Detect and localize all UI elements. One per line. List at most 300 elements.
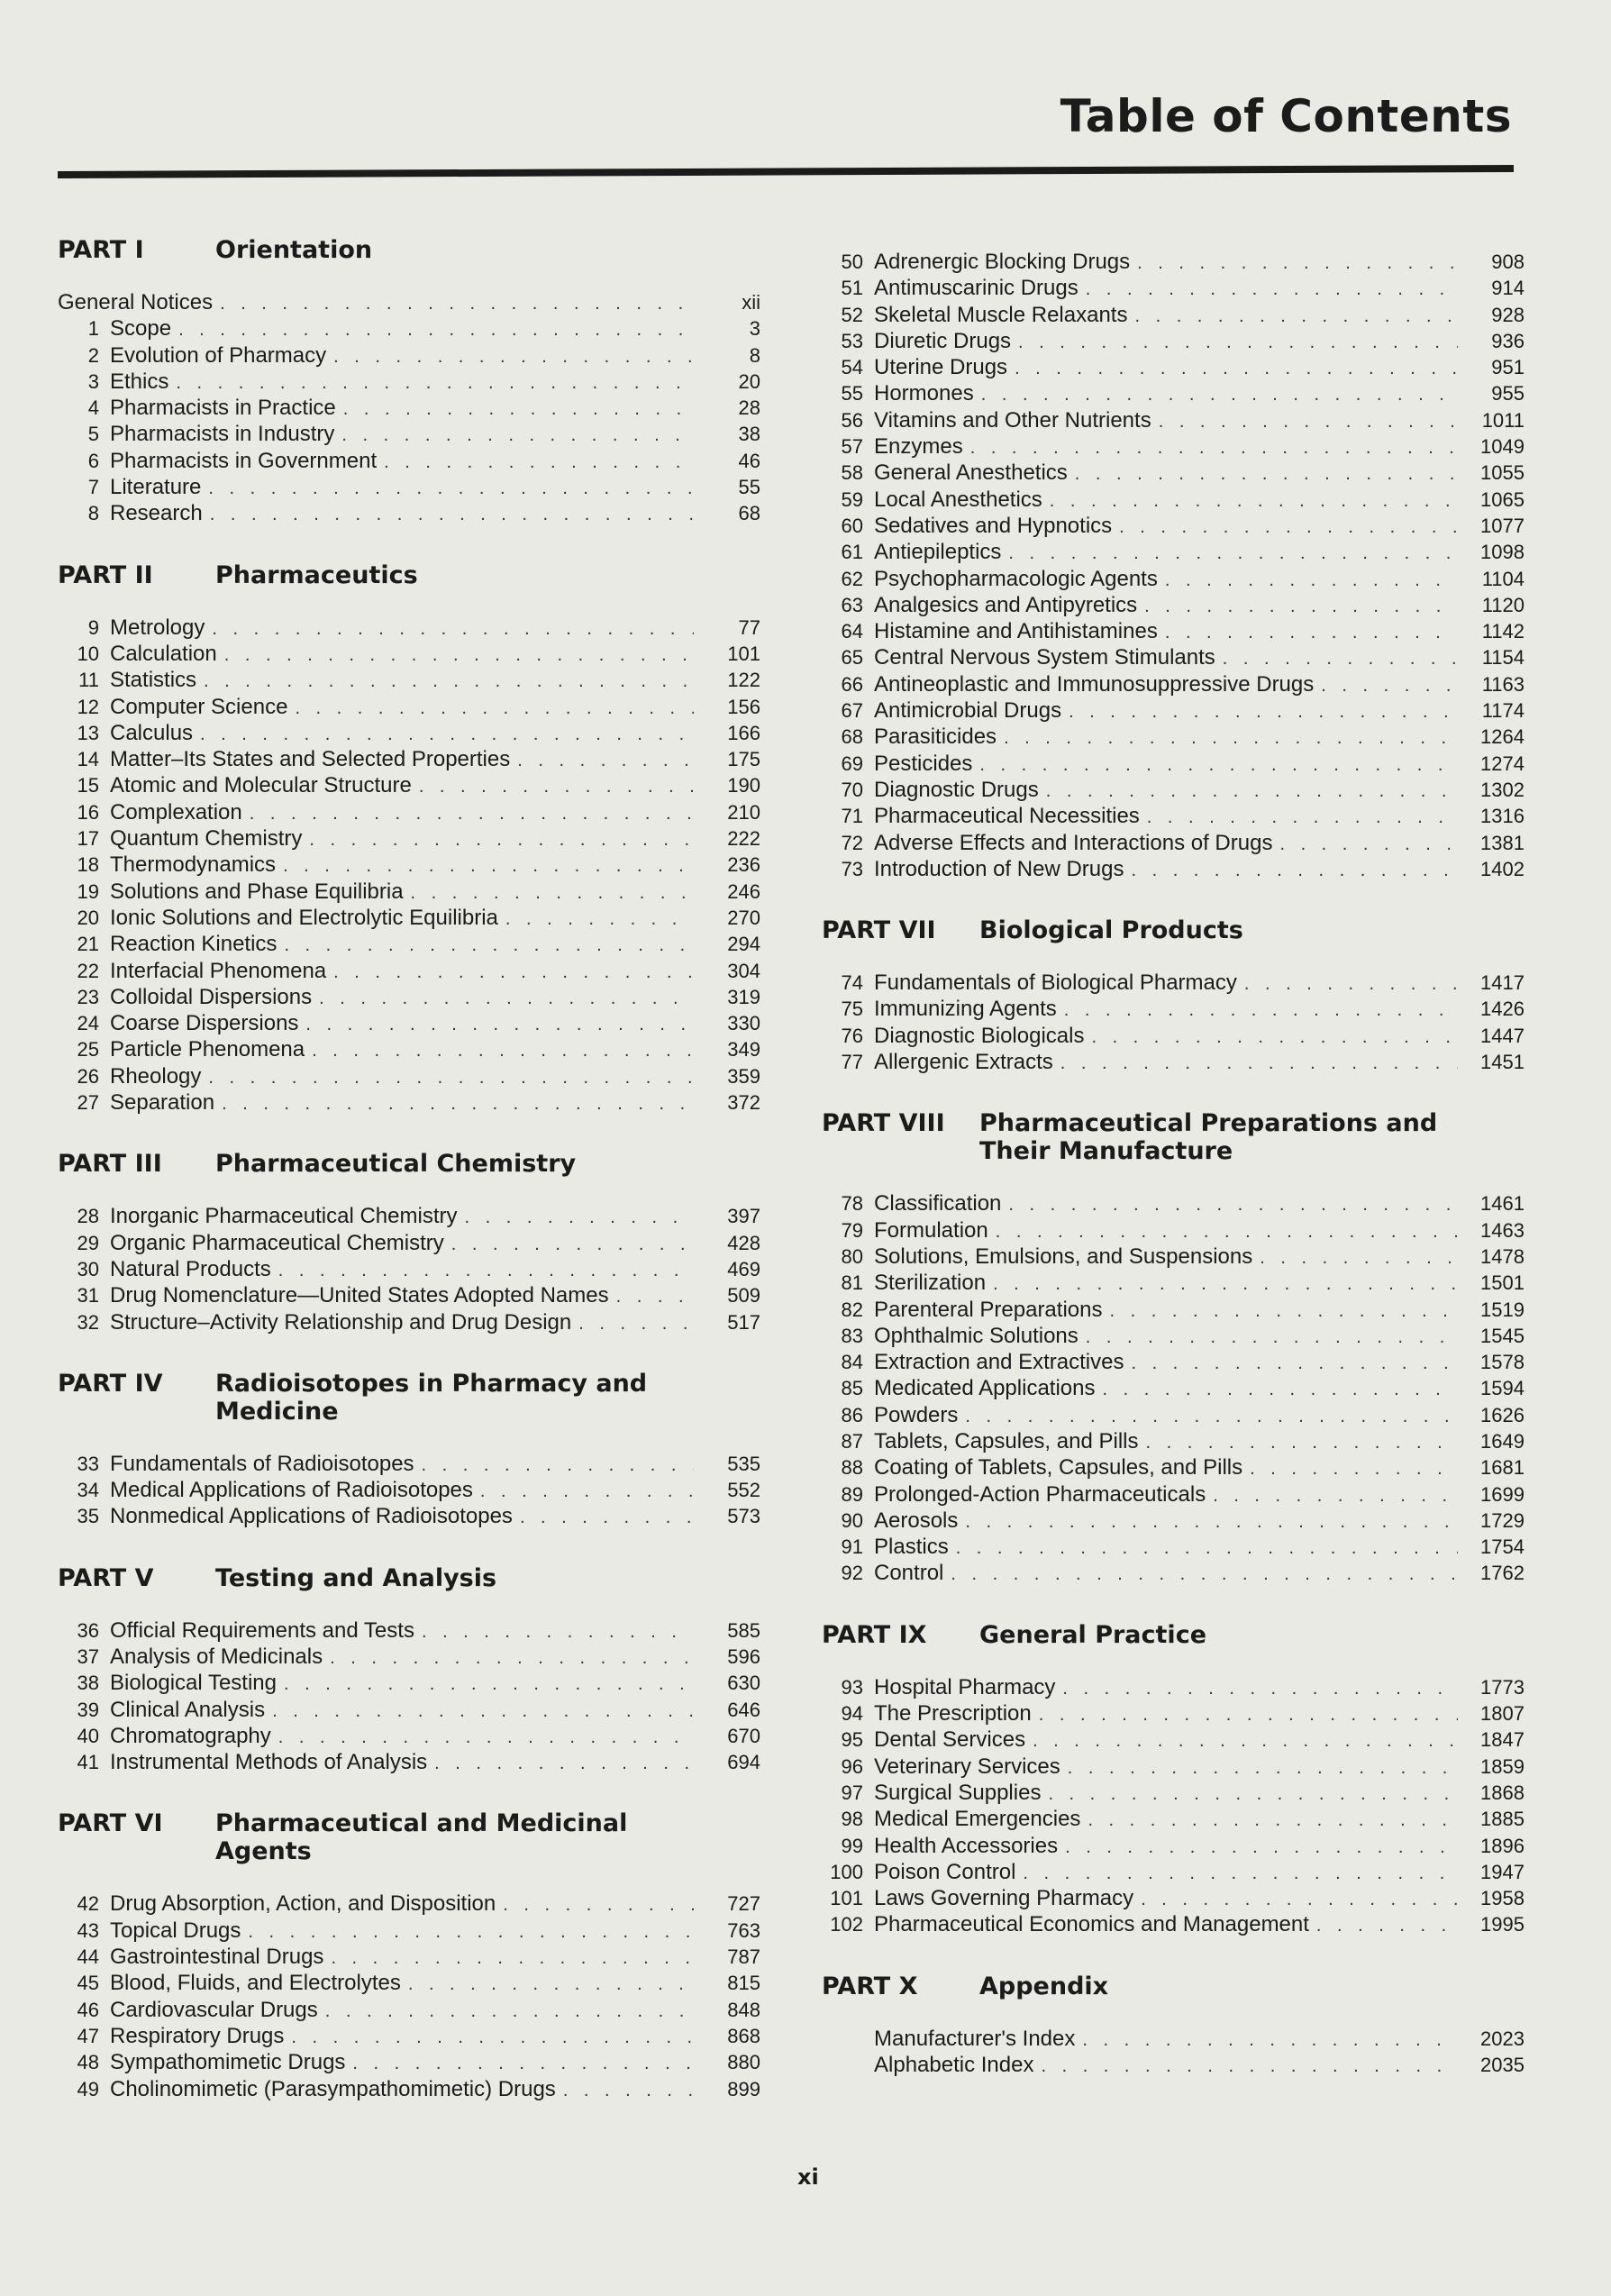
page-number: 763 bbox=[727, 1918, 760, 1942]
chapter-number: 4 bbox=[87, 396, 99, 420]
chapter-number: 5 bbox=[87, 423, 99, 446]
dot-leader bbox=[305, 1012, 694, 1038]
chapter-list bbox=[822, 1190, 1525, 1586]
chapter-entry bbox=[58, 1203, 760, 1229]
chapter-number: 32 bbox=[77, 1310, 99, 1334]
page-number: 469 bbox=[727, 1257, 760, 1280]
page-number: 1381 bbox=[1480, 831, 1525, 854]
chapter-entry bbox=[58, 984, 760, 1010]
page-number: xii bbox=[742, 291, 760, 314]
chapter-number: 78 bbox=[841, 1192, 863, 1216]
page-number: 1011 bbox=[1481, 408, 1525, 432]
chapter-title: Medicated Applications bbox=[874, 1376, 1096, 1401]
page-number: 1626 bbox=[1480, 1403, 1525, 1426]
dot-leader bbox=[1039, 1702, 1458, 1728]
chapter-entry bbox=[822, 1244, 1525, 1270]
page-number: 236 bbox=[727, 853, 760, 877]
chapter-entry bbox=[58, 1723, 760, 1749]
page-number: 670 bbox=[727, 1724, 760, 1747]
chapter-number: 48 bbox=[77, 2051, 99, 2074]
chapter-entry bbox=[822, 697, 1525, 724]
part-title: Pharmaceutical Chemistry bbox=[215, 1150, 577, 1179]
page-number: 596 bbox=[727, 1645, 760, 1668]
dot-leader bbox=[1279, 832, 1458, 858]
chapter-number: 70 bbox=[841, 778, 863, 801]
chapter-entry bbox=[822, 1454, 1525, 1481]
page-number: 1461 bbox=[1480, 1192, 1525, 1216]
chapter-number: 72 bbox=[841, 831, 863, 854]
page-number: 1264 bbox=[1480, 725, 1525, 749]
page-number: 270 bbox=[727, 906, 760, 929]
chapter-number: 23 bbox=[77, 985, 99, 1008]
page-number: 1463 bbox=[1480, 1218, 1525, 1242]
chapter-entry bbox=[58, 1309, 760, 1335]
page-number: 1519 bbox=[1480, 1298, 1525, 1321]
page-title: Table of Contents bbox=[1060, 90, 1512, 142]
chapter-title: Control bbox=[874, 1561, 944, 1586]
chapter-entry bbox=[58, 1918, 760, 1944]
dot-leader bbox=[1041, 2054, 1458, 2080]
chapter-title: Pesticides bbox=[874, 751, 973, 776]
chapter-list bbox=[822, 2026, 1525, 2079]
chapter-list bbox=[822, 1674, 1525, 1938]
chapter-number: 55 bbox=[841, 382, 863, 405]
chapter-number: 38 bbox=[77, 1672, 99, 1695]
page-number: 1868 bbox=[1480, 1781, 1525, 1804]
chapter-number: 29 bbox=[77, 1231, 99, 1254]
chapter-entry bbox=[58, 369, 760, 395]
chapter-title: Diuretic Drugs bbox=[874, 328, 1012, 353]
chapter-number: 27 bbox=[77, 1091, 99, 1115]
dot-leader bbox=[1316, 1913, 1458, 1939]
chapter-title: Immunizing Agents bbox=[874, 997, 1057, 1022]
dot-leader bbox=[176, 370, 694, 396]
chapter-number: 53 bbox=[841, 329, 863, 352]
chapter-entry bbox=[822, 1885, 1525, 1911]
dot-leader bbox=[208, 1065, 694, 1091]
chapter-title: Research bbox=[110, 501, 203, 526]
part-label: PART I bbox=[58, 236, 144, 264]
page-number: 304 bbox=[727, 959, 760, 982]
page-number: 46 bbox=[738, 449, 760, 472]
chapter-title: Blood, Fluids, and Electrolytes bbox=[110, 1971, 401, 1996]
page-number: 727 bbox=[727, 1892, 760, 1916]
chapter-title: Alphabetic Index bbox=[874, 2053, 1034, 2078]
chapter-number: 24 bbox=[77, 1012, 99, 1035]
page-number: 880 bbox=[727, 2051, 760, 2074]
chapter-entry bbox=[58, 667, 760, 693]
chapter-title: Colloidal Dispersions bbox=[110, 984, 313, 1009]
page-number: 101 bbox=[727, 642, 760, 665]
dot-leader bbox=[1102, 1377, 1458, 1403]
chapter-number: 80 bbox=[841, 1244, 863, 1268]
chapter-entry bbox=[58, 1944, 760, 1970]
chapter-title: Hormones bbox=[874, 381, 974, 406]
dot-leader bbox=[333, 344, 694, 370]
chapter-number: 83 bbox=[841, 1324, 863, 1347]
part-heading bbox=[58, 236, 760, 264]
chapter-title: Diagnostic Drugs bbox=[874, 777, 1039, 802]
page-number: 815 bbox=[727, 1972, 760, 1995]
dot-leader bbox=[1165, 620, 1458, 646]
chapter-number: 86 bbox=[841, 1403, 863, 1426]
chapter-entry bbox=[58, 1451, 760, 1477]
chapter-entry bbox=[822, 2026, 1525, 2052]
chapter-title: Dental Services bbox=[874, 1727, 1026, 1753]
left-column bbox=[58, 236, 760, 2137]
dot-leader bbox=[1088, 1808, 1458, 1834]
chapter-entry bbox=[822, 1534, 1525, 1560]
dot-leader bbox=[1109, 1298, 1458, 1325]
page-number: 955 bbox=[1491, 382, 1525, 405]
page-number: 585 bbox=[727, 1618, 760, 1642]
page-number: 1274 bbox=[1480, 752, 1525, 775]
chapter-entry bbox=[58, 852, 760, 878]
page-number: 1699 bbox=[1480, 1482, 1525, 1506]
chapter-number: 88 bbox=[841, 1456, 863, 1480]
chapter-entry bbox=[58, 1644, 760, 1670]
dot-leader bbox=[979, 752, 1458, 779]
page-number: 122 bbox=[727, 669, 760, 692]
chapter-title: Antineoplastic and Immunosuppressive Drugs bbox=[874, 671, 1315, 697]
page-number: 1859 bbox=[1480, 1754, 1525, 1778]
dot-leader bbox=[520, 1505, 694, 1531]
page-number: 222 bbox=[727, 827, 760, 851]
dot-leader bbox=[210, 502, 694, 528]
part-label: PART IV bbox=[58, 1369, 163, 1398]
chapter-title: Solutions and Phase Equilibria bbox=[110, 879, 404, 904]
chapter-number: 40 bbox=[77, 1724, 99, 1747]
dot-leader bbox=[331, 1945, 694, 1972]
chapter-entry bbox=[822, 566, 1525, 592]
chapter-number: 19 bbox=[77, 879, 99, 903]
page-number: 1402 bbox=[1480, 857, 1525, 880]
dot-leader bbox=[208, 476, 694, 502]
chapter-number: 66 bbox=[841, 672, 863, 696]
page-number: 1142 bbox=[1481, 620, 1525, 643]
chapter-title: Complexation bbox=[110, 799, 242, 825]
page-number: 1316 bbox=[1480, 805, 1525, 828]
chapter-number: 12 bbox=[77, 695, 99, 718]
page-number: 1729 bbox=[1480, 1508, 1525, 1532]
part-section bbox=[822, 249, 1525, 882]
chapter-number: 42 bbox=[77, 1892, 99, 1916]
chapter-title: Statistics bbox=[110, 668, 197, 693]
part-label: PART IX bbox=[822, 1620, 927, 1649]
chapter-number: 58 bbox=[841, 461, 863, 485]
chapter-entry bbox=[58, 342, 760, 369]
page-number: 1478 bbox=[1480, 1244, 1525, 1268]
page-number: 1773 bbox=[1480, 1675, 1525, 1699]
dot-leader bbox=[204, 669, 694, 695]
page-number: 359 bbox=[727, 1064, 760, 1088]
dot-leader bbox=[1046, 779, 1458, 805]
dot-leader bbox=[1131, 1351, 1458, 1377]
dot-leader bbox=[411, 880, 694, 907]
chapter-entry bbox=[58, 1010, 760, 1036]
chapter-entry bbox=[58, 720, 760, 746]
page-number: 1049 bbox=[1480, 435, 1525, 459]
chapter-entry bbox=[58, 746, 760, 772]
chapter-title: Nonmedical Applications of Radioisotopes bbox=[110, 1504, 513, 1529]
chapter-number: 26 bbox=[77, 1064, 99, 1088]
chapter-entry bbox=[822, 460, 1525, 486]
dot-leader bbox=[291, 2025, 694, 2051]
chapter-number: 60 bbox=[841, 514, 863, 537]
page-number: 1649 bbox=[1480, 1429, 1525, 1453]
chapter-title: Instrumental Methods of Analysis bbox=[110, 1750, 428, 1775]
dot-leader bbox=[996, 1219, 1458, 1245]
page-number: 3 bbox=[749, 317, 760, 341]
chapter-entry bbox=[822, 671, 1525, 697]
chapter-number: 31 bbox=[77, 1284, 99, 1307]
chapter-number: 15 bbox=[77, 774, 99, 797]
chapter-entry bbox=[58, 315, 760, 342]
chapter-number: 20 bbox=[77, 906, 99, 929]
page-number: 397 bbox=[727, 1205, 760, 1228]
chapter-number: 90 bbox=[841, 1508, 863, 1532]
chapter-number: 81 bbox=[841, 1271, 863, 1295]
page-number: 1885 bbox=[1480, 1808, 1525, 1831]
page-number: 2023 bbox=[1480, 2027, 1525, 2050]
chapter-number: 99 bbox=[841, 1834, 863, 1857]
dot-leader bbox=[1137, 251, 1458, 277]
page-number: 428 bbox=[727, 1231, 760, 1254]
chapter-title: Antiepileptics bbox=[874, 540, 1002, 565]
chapter-entry bbox=[58, 2076, 760, 2102]
chapter-entry bbox=[58, 615, 760, 641]
chapter-title: Parasiticides bbox=[874, 724, 997, 750]
chapter-number: 17 bbox=[77, 827, 99, 851]
chapter-title: Literature bbox=[110, 475, 202, 500]
dot-leader bbox=[1145, 1430, 1458, 1456]
page-number: 2035 bbox=[1480, 2054, 1525, 2077]
dot-leader bbox=[212, 616, 694, 642]
chapter-entry bbox=[58, 2049, 760, 2075]
dot-leader bbox=[1223, 646, 1458, 672]
chapter-entry bbox=[58, 1256, 760, 1282]
chapter-title: Matter–Its States and Selected Properties bbox=[110, 747, 511, 772]
chapter-number: 43 bbox=[77, 1918, 99, 1942]
part-section bbox=[822, 1621, 1525, 1938]
chapter-entry bbox=[822, 539, 1525, 565]
chapter-entry bbox=[822, 513, 1525, 539]
chapter-number: 2 bbox=[87, 343, 99, 367]
chapter-entry bbox=[822, 1323, 1525, 1349]
chapter-title: Topical Drugs bbox=[110, 1918, 241, 1943]
chapter-title: Allergenic Extracts bbox=[874, 1050, 1053, 1075]
chapter-entry bbox=[822, 275, 1525, 301]
page-number: 1451 bbox=[1480, 1051, 1525, 1074]
chapter-entry bbox=[822, 2052, 1525, 2078]
part-heading bbox=[58, 1809, 760, 1865]
chapter-number: 59 bbox=[841, 487, 863, 511]
chapter-title: Atomic and Molecular Structure bbox=[110, 773, 412, 798]
page-number: 928 bbox=[1491, 303, 1525, 326]
chapter-title: Medical Applications of Radioisotopes bbox=[110, 1478, 473, 1503]
page-number: 1545 bbox=[1480, 1324, 1525, 1347]
chapter-title: Veterinary Services bbox=[874, 1754, 1060, 1779]
dot-leader bbox=[330, 1645, 694, 1672]
chapter-title: Computer Science bbox=[110, 694, 288, 719]
chapter-number: 54 bbox=[841, 356, 863, 379]
part-section bbox=[822, 916, 1525, 1075]
chapter-number: 49 bbox=[77, 2077, 99, 2100]
chapter-list bbox=[58, 1617, 760, 1776]
chapter-number: 10 bbox=[77, 642, 99, 665]
chapter-entry bbox=[822, 1049, 1525, 1075]
dot-leader bbox=[465, 1205, 695, 1231]
chapter-entry bbox=[58, 1697, 760, 1723]
chapter-number: 101 bbox=[830, 1887, 863, 1910]
page-number: 1098 bbox=[1480, 541, 1525, 564]
chapter-entry bbox=[58, 2023, 760, 2049]
dot-leader bbox=[278, 1258, 694, 1284]
dot-leader bbox=[1033, 1728, 1458, 1754]
page-number: 1807 bbox=[1480, 1702, 1525, 1726]
page-number: 294 bbox=[727, 933, 760, 956]
dot-leader bbox=[1015, 356, 1458, 382]
chapter-number: 37 bbox=[77, 1645, 99, 1668]
chapter-entry bbox=[822, 970, 1525, 996]
dot-leader bbox=[250, 801, 694, 827]
chapter-title: Local Anesthetics bbox=[874, 487, 1042, 512]
chapter-entry bbox=[58, 1230, 760, 1256]
dot-leader bbox=[284, 933, 694, 959]
page-number: 1163 bbox=[1481, 672, 1525, 696]
chapter-entry bbox=[58, 879, 760, 905]
chapter-list bbox=[58, 1203, 760, 1335]
page-number: 246 bbox=[727, 879, 760, 903]
dot-leader bbox=[1086, 277, 1458, 303]
part-heading bbox=[822, 1109, 1525, 1165]
dot-leader bbox=[384, 450, 694, 476]
chapter-number: 84 bbox=[841, 1351, 863, 1374]
dot-leader bbox=[333, 960, 694, 986]
chapter-number: 14 bbox=[77, 748, 99, 771]
chapter-title: Biological Testing bbox=[110, 1671, 278, 1696]
dot-leader bbox=[1134, 304, 1458, 330]
chapter-list bbox=[822, 970, 1525, 1075]
part-label: PART V bbox=[58, 1563, 154, 1592]
page-number: 330 bbox=[727, 1012, 760, 1035]
page-number: 552 bbox=[727, 1479, 760, 1502]
chapter-entry bbox=[822, 1190, 1525, 1216]
chapter-number: 91 bbox=[841, 1535, 863, 1559]
part-section bbox=[58, 1370, 760, 1530]
dot-leader bbox=[1008, 541, 1458, 567]
chapter-title: Antimicrobial Drugs bbox=[874, 698, 1062, 724]
dot-leader bbox=[1069, 699, 1458, 725]
chapter-title: Formulation bbox=[874, 1217, 988, 1243]
chapter-entry bbox=[58, 772, 760, 798]
chapter-number: 77 bbox=[841, 1051, 863, 1074]
dot-leader bbox=[951, 1562, 1458, 1588]
part-title: Pharmaceutical and Medicinal Agents bbox=[215, 1809, 628, 1866]
chapter-number: 94 bbox=[841, 1702, 863, 1726]
chapter-entry bbox=[58, 1997, 760, 2023]
page-number: 630 bbox=[727, 1672, 760, 1695]
page-number: 349 bbox=[727, 1038, 760, 1061]
chapter-number: 30 bbox=[77, 1257, 99, 1280]
chapter-title: Enzymes bbox=[874, 434, 963, 460]
chapter-title: Clinical Analysis bbox=[110, 1697, 266, 1722]
chapter-title: General Anesthetics bbox=[874, 460, 1068, 486]
dot-leader bbox=[408, 1972, 694, 1998]
chapter-entry bbox=[822, 644, 1525, 670]
chapter-entry bbox=[822, 1833, 1525, 1859]
chapter-entry bbox=[58, 289, 760, 315]
page-number: 372 bbox=[727, 1091, 760, 1115]
chapter-title: Coarse Dispersions bbox=[110, 1011, 299, 1036]
part-title: Radioisotopes in Pharmacy and Medicine bbox=[215, 1369, 648, 1426]
chapter-entry bbox=[822, 1806, 1525, 1832]
dot-leader bbox=[993, 1271, 1458, 1298]
chapter-entry bbox=[58, 1891, 760, 1917]
dot-leader bbox=[1144, 594, 1458, 620]
dot-leader bbox=[341, 423, 694, 449]
dot-leader bbox=[1008, 1192, 1458, 1218]
chapter-title: Interfacial Phenomena bbox=[110, 958, 327, 983]
chapter-title: General Notices bbox=[58, 290, 214, 314]
chapter-list bbox=[58, 615, 760, 1116]
chapter-title: Parenteral Preparations bbox=[874, 1297, 1103, 1322]
dot-leader bbox=[965, 1404, 1458, 1430]
chapter-title: Cholinomimetic (Parasympathomimetic) Drugs bbox=[110, 2076, 556, 2101]
dot-leader bbox=[1082, 2027, 1458, 2054]
chapter-entry bbox=[822, 433, 1525, 460]
chapter-number: 92 bbox=[841, 1562, 863, 1585]
page-number: 210 bbox=[727, 800, 760, 824]
page-number: 156 bbox=[727, 695, 760, 718]
page-number: 1174 bbox=[1481, 699, 1525, 723]
chapter-number: 97 bbox=[841, 1781, 863, 1804]
dot-leader bbox=[1068, 1755, 1458, 1781]
dot-leader bbox=[517, 748, 694, 774]
chapter-entry bbox=[822, 1727, 1525, 1753]
chapter-title: Psychopharmacologic Agents bbox=[874, 566, 1158, 591]
chapter-entry bbox=[58, 1063, 760, 1089]
chapter-title: Calculus bbox=[110, 720, 194, 745]
part-heading bbox=[58, 1564, 760, 1592]
part-title: Pharmaceutics bbox=[215, 560, 418, 589]
chapter-entry bbox=[58, 931, 760, 957]
chapter-title: Health Accessories bbox=[874, 1833, 1059, 1858]
chapter-entry bbox=[58, 421, 760, 447]
dot-leader bbox=[422, 1453, 694, 1479]
part-title: Orientation bbox=[215, 236, 373, 264]
dot-leader bbox=[970, 435, 1458, 461]
chapter-title: Analysis of Medicinals bbox=[110, 1644, 323, 1669]
page-number: 914 bbox=[1491, 277, 1525, 300]
part-section bbox=[58, 236, 760, 527]
chapter-number: 62 bbox=[841, 567, 863, 590]
chapter-number: 96 bbox=[841, 1754, 863, 1778]
dot-leader bbox=[295, 696, 694, 722]
chapter-number: 44 bbox=[77, 1945, 99, 1969]
chapter-number: 35 bbox=[77, 1505, 99, 1528]
chapter-number: 46 bbox=[77, 1998, 99, 2021]
chapter-number: 21 bbox=[77, 933, 99, 956]
chapter-title: Aerosols bbox=[874, 1508, 959, 1533]
chapter-number: 16 bbox=[77, 800, 99, 824]
dot-leader bbox=[248, 1919, 694, 1945]
dot-leader bbox=[200, 722, 694, 748]
chapter-entry bbox=[822, 803, 1525, 829]
part-label: PART III bbox=[58, 1150, 162, 1179]
chapter-title: Coating of Tablets, Capsules, and Pills bbox=[874, 1455, 1243, 1481]
chapter-entry bbox=[58, 958, 760, 984]
